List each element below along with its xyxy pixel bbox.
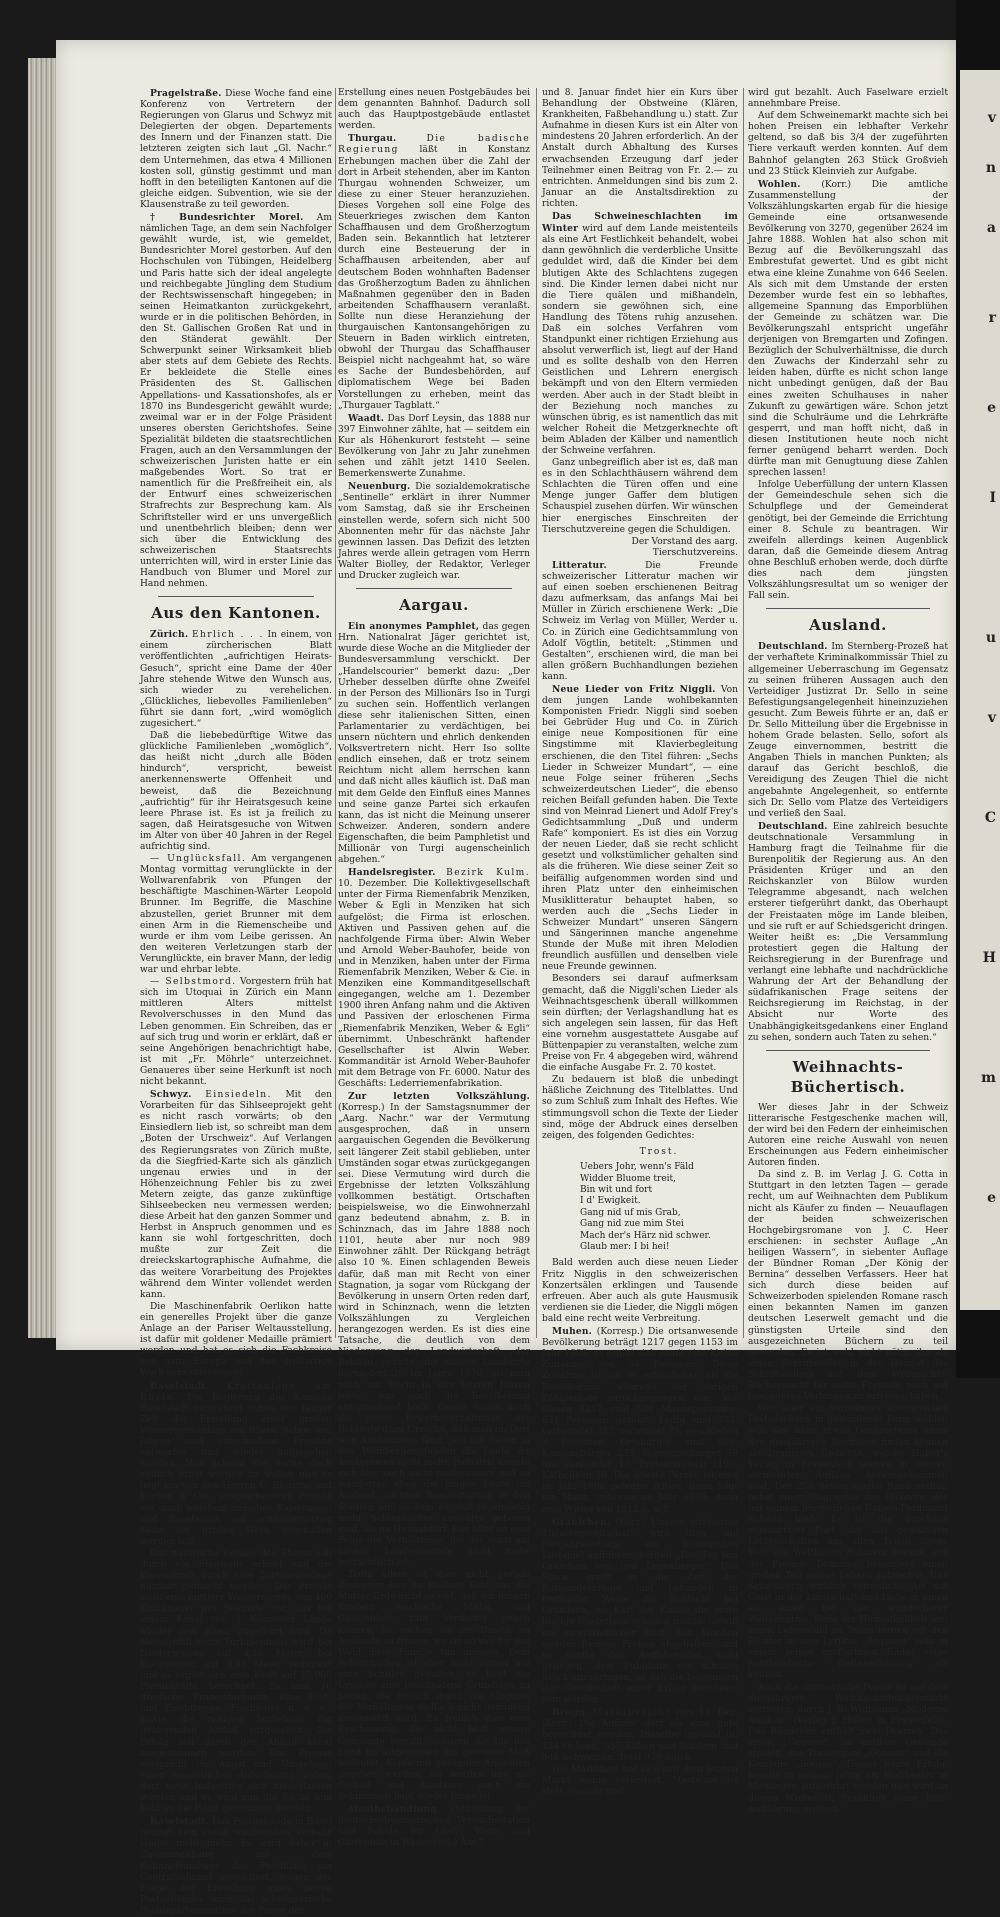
article-keyword: Zürich. bbox=[150, 629, 189, 641]
adjacent-page-char: H bbox=[982, 950, 996, 966]
article-niggli bbox=[542, 684, 738, 973]
article-text: Auf dem Schweinemarkt machte sich bei hohen Preisen ein lebhafter Verkehr geltend, so daß bis 3/4 der zugeführten Tiere verkauft werden konnten. Auf dem Bahnhof gelangten 263 Stück Großvieh und 23 Stück Kleinvieh zur Aufgabe. bbox=[748, 111, 948, 177]
adjacent-page-strip bbox=[960, 70, 1000, 1310]
article-subhead: — Selbstmord. bbox=[150, 977, 237, 988]
article-text: Im Sternberg-Prozeß hat der verhaftete Kriminalkommissär Thiel zu allgemeiner Ueberraschung im Gegensatz zu seinen früheren Aussagen auch den Verteidiger Justizrat Dr. Sello in seine Befestigungsangelegenheit hineinzuziehen gesucht. Zum Beweis führte er an, daß er Dr. Sello Mitteilung über die Ergebnisse in hohem Grade belasten. Sello, sofort als Zeuge einvernommen, bestritt die Angaben Thiels in manchen Punkten; als darauf das Gericht beschloß, die Vereidigung des Zeugen Thiel die nicht angebahnte Angelegenheit, so entfernte sich Dr. Sello vom Platze des Verteidigers und verließ den Saal. bbox=[748, 642, 948, 819]
article-subhead: Bezirk Kulm. bbox=[446, 868, 530, 879]
article-subhead: Einsiedeln. bbox=[205, 1090, 272, 1101]
article-subhead: Kraftanlage am Rhein. bbox=[140, 1381, 332, 1403]
article-text: 10. Dezember. Die Kollektivgesellschaft unter der Firma Riemenfabrik Menziken, Weber & Egli in Menziken hat sich aufgelöst; die Firma ist erloschen. Aktiven und Passiven gehen auf die nachfolgende Firma über: Alwin Weber und Arnold Weber-Bauhofer, beide von und in Menziken, haben unter der Firma Riemenfabrik Menziken, Weber & Cie. in Menziken eine Kommanditgesellschaft eingegangen, welche am 1. Dezember 1900 ihren Anfang nahm und die Aktiven und Passiven der erloschenen Firma „Riemenfabrik Menziken, Weber & Egli“ übernimmt. Unbeschränkt haftender Gesellschafter ist Alwin Weber. Kommanditär ist Arnold Weber-Bauhofer mit dem Betrage von Fr. 6000. Natur des Geschäfts: Lederriemenfabrikation. bbox=[338, 879, 530, 1089]
article-wohlen bbox=[748, 179, 948, 480]
column-rule bbox=[743, 88, 744, 1338]
article-handelsregister bbox=[338, 867, 530, 1090]
article-text: vom 11. Dez. (Korr.) Die Auffuhr darf als eine gute bezeichnet werden. Dieselbe bestand in: 154 Ochsen, 357 Kühen und Rindern und 448 Schweinen. Total 939 Stück. bbox=[542, 1708, 738, 1763]
article-keyword: Zur letzten Volkszählung. bbox=[348, 1091, 530, 1103]
article-keyword: Baselstadt. bbox=[150, 1816, 210, 1828]
section-title-aargau: Aargau. bbox=[399, 596, 469, 615]
poem-line: I d' Ewigkeit. bbox=[580, 1196, 641, 1207]
column-2 bbox=[338, 88, 530, 1849]
article-text: Von dem jungen Lande wohlbekannten Komponisten Friedr. Niggli sind soeben bei Gebrüder Hug und Co. in Zürich einige neue Kompositionen für eine Singstimme mit Klavierbegleitung erschienen, die den Titel führen: „Sechs Lieder in Schweizer Mundart“, — eine neue Folge seiner früheren „Sechs schweizerdeutschen Lieder“, die ebenso reichen Beifall gefunden haben. Die Texte sind von Meinrad Lienert und Adolf Frey's Gedichtsammlung „Duß und underm Rafe“ komponiert. Es ist dies ein Vorzug der neuen Lieder, daß sie recht schlicht gesetzt und volkstümlicher gehalten sind als die früheren. Wie diese seiner Zeit so beifällig aufgenommen worden sind und ihren Platz unter den einheimischen Musiklitteratur behauptet haben, so werden auch die „Sechs Lieder in Schweizer Mundart“ unseren Sängern und Sängerinnen manche angenehme Stunde der Muße mit ihren Melodien freundlich ausfüllen und denselben viele neue Freunde gewinnen. bbox=[542, 684, 738, 973]
article-keyword: Mostbehandlung. bbox=[348, 1804, 441, 1816]
poem-line: Gang nid uf mis Grab, bbox=[580, 1207, 681, 1218]
poem-line: Uebers Johr, wenn's Fäld bbox=[580, 1162, 694, 1173]
section-divider bbox=[356, 588, 512, 589]
article-litteratur bbox=[542, 560, 738, 683]
article-text: Wer aber ein vornehmes litterarisches Festgeschenk in gebundener Form wählen will, der kann etwas Geeigneteres unter den diesjährigen Novitäten finden können als Dranmors Gedichte, welche Huber's Verlag in Frauenfeld soeben in vierter, vermehrter Auflage herausgekommen sind. Der 256 Seiten starke Band enthält nebst einer Biographie des Dichters, der mit seinem bürgerlichen Namen Ferdinand Schmid hieß. Es ist die durchaus eigenartiger Poet, der aus gewaltigen Leidenschaften aus allen Teilen dieser Welt die Weltlichen Schmerz heraus, aus der Fremde Dranmor besonders einen großen Teil seines Lebens zubrachte. Uns Schweizern wirklich erfreuliche Art mit Geist in der Landschaft und Liebe in einen als einen bei der wunderbarer Weltkenntnis, Reife der Heimatlichkeit und einen Lebensbild zu Teilen lernen wir den Dichter in dem Lyrikus „Requiem“ sehr in einem seiner großartigen Bilder seine pantheistische Weltanschauung als kennen. bbox=[748, 1404, 948, 1681]
article-text: Am vergangenen Montag vormittag verunglückte in der Wollwarenfabrik von Pfungen der beschäftigte Maschinen-Wärter Leopold Brunner. Im Begriffe, die Maschine abzustellen, geriet Brunner mit dem einen Arm in die Riemenscheibe und wurde er ihm vom Leibe gerissen. An den weiteren Verletzungen starb der Verunglückte, ein braver Mann, der ledig war und ehrbar lebte. bbox=[140, 854, 332, 976]
article-text: Besonders sei darauf aufmerksam gemacht, daß die Niggli'schen Lieder als Weihnachtsgeschenk überall willkommen sein dürften; der Verlagshandlung hat es sich angelegen sein lassen, für das Heft eine vornehm ausgestattete Ausgabe auf Büttenpapier zu veranstalten, welche zum Preise von Fr. 4 abgegeben wird, während die einfache Ausgabe Fr. 2. 70 kostet. bbox=[542, 974, 738, 1074]
article-text: Bald werden auch diese neuen Lieder Fritz Nigglis in den schweizerischen Konzertsälen erklingen und Tausende erfreuen. Aber auch als gute Hausmusik verdienen sie die Lieder, die Niggli mögen bald eine recht weite Verbreitung. bbox=[542, 1258, 738, 1324]
article-text: Die Maschinenfabrik Oerlikon hatte ein generelles Projekt über die ganze Anlage an der Pariser Weltausstellung, ist dafür mit goldener Medaille prämiert worden und hat es sich die Fachkreise von ganz Europa und das großartige Werk sehr interessiert. bbox=[140, 1301, 332, 1379]
column-rule bbox=[335, 88, 336, 1338]
article-keyword: Wohlen. bbox=[758, 178, 801, 190]
adjacent-page-char: e bbox=[987, 1190, 996, 1206]
article-text: Eine zahlreich besuchte deutschnationale Versammlung in Hamburg fragt die Teilnahme für die Burenpolitik der Regierung aus. An den Präsidenten Krüger und an den Reichskanzler von Bülow wurden Telegramme abgesandt, nach welchen ersterer tiefgerührt dankt, das Oberhaupt der Freistaaten möge im Lande bleiben, und sie ruft er auf Schiedsgericht dringen. Weiter heißt es: „Die Versammlung protestiert gegen die Haltung der Reichsregierung in der Burenfrage und verlangt eine lebhafte und nachdrückliche Wahrung der Art der Behandlung der südafrikanischen Frage seitens der Reichsregierung im Reichstag, in der Absicht nur Worte des Unabhängigkeitsgedankens einer England zu sehen, sondern auch Taten zu sehen.“ bbox=[748, 821, 948, 1043]
poem-title: Trost. bbox=[639, 1146, 679, 1157]
article-keyword: Das Schweineschlachten im Winter bbox=[542, 211, 738, 235]
column-rule bbox=[536, 88, 537, 1338]
article-keyword: † Bundesrichter Morel. bbox=[150, 212, 304, 224]
article-text: Die Regierung des Kantons Baselstadt projektiert schon seit langer Zeit die Erstellung einer großen Wasserwerkanlage am Rhein. Schon seit Jahren sind verschiedene Projekte entworfen und wieder aufgegeben worden. Nun scheint die Sache doch endlich ernst werden zu wollen und es liegt ein von den Herren C. Bicarino und Locher & Cie. ausgearbeitetes Projekt vor, nach welchem zwischen Kaiseraugst und Baselaugst auf schweizerischer Seite ein großes Werk geschaffen werden soll. bbox=[140, 1392, 332, 1547]
article-text: Da sind z. B. im Verlag J. G. Cotta in Stuttgart in den letzten Tagen — gerade recht, um auf Weihnachten dem Publikum nicht als Käufer zu finden — Neuauflagen der beiden schweizerischen Hochgebirgsromane von J. C. Heer erschienen: in sechster Auflage „An heiligen Wassern“, in siebenter Auflage der Bündner Roman „Der König der Bernina“ desselben Verfassers. Heer hat sich durch diese beiden auf Schweizerboden spielenden Romane rasch einen bekannten Namen im ganzen deutschen Leserwelt gemacht und die günstigsten Urteile sind den ausgezeichneten Büchern zu teil geworden. Es ist wohl nicht nötig, ihn als einen Schriftsteller in der Heimat des Schriftstellers auf dem Weihnachts-Büchermarkt für seine Freunde noch auf besonderes Verlangen zu erfreuen haben. bbox=[748, 1170, 948, 1403]
article-deutschland-sternberg bbox=[748, 641, 948, 820]
article-keyword: Baselstadt. bbox=[150, 1380, 210, 1392]
adjacent-page-char: v bbox=[987, 110, 996, 126]
section-title-ausland: Ausland. bbox=[809, 616, 887, 635]
article-schwyz bbox=[140, 1089, 332, 1301]
article-text: In einem, von einem zürcherischen Blatt veröffentlichten „aufrichtigen Heirats-Gesuch“, spricht eine Dame der 40er Jahre stehende Witwe den Wunsch aus, sich wieder zu verehelichen. „Glückliches, liebevolles Familienleben“ führt sie dann fort, „wird womöglich zugesichert.“ bbox=[140, 630, 332, 729]
article-text: Zu bedauern ist bloß die unbedingt häßliche Zeichnung des Titelblattes. Und so zum Schluß zum Inhalt des Heftes. Wie stimmungsvoll schon die Texte der Lieder sind, möge der Abdruck eines derselben zeigen, des folgenden Gedichtes: bbox=[542, 1075, 738, 1141]
article-keyword: Pragelstraße. bbox=[150, 88, 222, 99]
article-baselstadt-post bbox=[140, 1816, 332, 1917]
article-text: (Korr.) Die amtliche Zusammenstellung der Volkszählungskarten ergab für die hiesige Gemeinde eine ortsanwesende Bevölkerung von 3270, gegenüber 2624 im Jahre 1888. Wohlen hat also schon mit Bezug auf die Bevölkerungszahl das Embrestufat gewertet. Und es gibt nicht etwa eine kleine Zunahme von 646 Seelen. Als sich mit dem Umstande der ersten Dezember wurde fest ein so lebhaftes, allgemeine Spannung das Emporblühen der Gemeinde zu schätzen war. Die Bevölkerungszahl entspricht ungefähr derjenigen von Bremgarten und Zofingen. Bezüglich der Schulverhältnisse, die durch den Zuwachs der Kinderzahl sehr zu leiden haben, dürfte es nicht schon lange nicht unbedingt genügen, daß der Bau eines zweiten Schulhauses in naher Zukunft zu gewärtigen wäre. Schon jetzt sind die Schulräume und die Lehrkräfte gesperrt, und man hofft nicht, daß in diesen Institutionen heute noch nicht ferner genügend beharrt werden. Doch dürfte man mit Genugtuung diese Zahlen sprechen lassen! bbox=[748, 179, 948, 479]
article-zuerich bbox=[140, 629, 332, 730]
article-keyword: Waadt. bbox=[348, 412, 385, 424]
section-divider bbox=[158, 596, 314, 597]
article-waadt bbox=[338, 413, 530, 481]
article-text: Die sozialdemokratische „Sentinelle“ erklärt in ihrer Nummer vom Samstag, daß sie ihr Erscheinen einstellen werde, sofern sich nicht 500 Abonnenten mehr für das nächste Jahr gewinnen lassen. Das Defizit des letzten Jahres werde allein getragen vom Herrn Walter Biolley, der Redaktor, Verleger und Drucker zugleich war. bbox=[338, 482, 530, 582]
poem-trost bbox=[580, 1147, 738, 1254]
article-subhead: Die badische Regierung bbox=[338, 134, 530, 156]
adjacent-page-char: n bbox=[985, 160, 996, 176]
article-text: (Mitteilung der deutschschweizerischen Versuchsstation und Schule für Obst-, Wein- und Gartenbau in Wädenswil.) Am 7. bbox=[338, 1805, 530, 1849]
section-divider bbox=[766, 1050, 930, 1051]
article-text: Trotz allem ist dies nicht gerade deswegen hier zu bleiben: Gibt uns die Mutter Erde nicht so viel, daß wir unsern Kindern reichliche Mittel und Gelegenheit zum Verdienst geben können, so suchen sie ihr Dasein im Auslande zu fristen, wo sie so viel für das Wohl ihrer Familie tun müssen. Dem Schinznacher ist aber nicht immer auf gute Schulen gehalten, so liegt die Ursache eine bescheidene Grundlage zu bieten, die freilich durch die Ungunst der Verhältnisse vielfach nicht genügend ausgenützt wird. Es freilich dies eine Erscheinung, die nicht bloß unsere Gemeinde betrifft, sondern die für das Land im allgemeinen ein gewisses Maß bedeutet. Köpfe mit gesunden Ansichten gegeben werden, sie werden uns mit Geduld und Ausdauer auch die Schinznach bald wieder lange ist. bbox=[338, 1570, 530, 1802]
article-graenichen bbox=[542, 1517, 738, 1707]
article-selbstmord bbox=[140, 977, 332, 1088]
article-ungluecksfall bbox=[140, 854, 332, 976]
article-keyword: Neue Lieder von Fritz Niggli. bbox=[552, 683, 716, 695]
article-keyword: Ein anonymes Pamphlet, bbox=[348, 621, 480, 633]
article-text: Wer dieses Jahr in der Schweiz litterarische Festgeschenke machen will, der wird bei den Federn der einheimischen Autoren eine reiche Auswahl von neuen Erscheinungen aus Federn einheimischer Autoren finden. bbox=[748, 1102, 948, 1169]
article-keyword: Muhen. bbox=[552, 1326, 593, 1338]
article-text: Vorgestern früh hat sich im Utoquai in Zürich ein Mann mittleren Alters mittelst Revolverschusses in den Mund das Leben genommen. Ein Schreiben, das er auf sich trug und worin er erklärt, daß er seine Angehörigen benachrichtigt habe, ist mit „Fr. Möhrle“ unterzeichnet. Genaueres über seine Herkunft ist noch nicht bekannt. bbox=[140, 977, 332, 1087]
article-keyword: Litteratur. bbox=[552, 559, 607, 571]
adjacent-page-char: e bbox=[987, 400, 996, 416]
article-text: wird gut bezahlt. Auch Faselware erzielt annehmbare Preise. bbox=[748, 88, 948, 110]
article-subhead: Ehrlich . . . bbox=[191, 630, 264, 641]
column-3 bbox=[542, 88, 738, 1797]
column-4 bbox=[748, 88, 948, 1815]
article-thurgau bbox=[338, 133, 530, 411]
article-text: läßt in Konstanz Erhebungen machen über die Zahl der dort in Arbeit stehenden, aber im Kanton Thurgau wohnenden Schweizer, um diese zu einer Steuer heranzuziehen. Dieses Vorgehen soll eine Folge des Steuerkrieges zwischen dem Kanton Schaffhausen und dem Großherzogtum Baden sein. Bekanntlich hat letzterer durch eine Besteuerung der in Schaffhausen arbeitenden, aber auf deutschem Boden wohnhaften Badenser das Großherzogtum Baden zu ähnlichen Maßnahmen gegenüber den in Baden arbeitenden Schaffhausern veranlaßt. Sollte nun diese Heranziehung der thurgauischen Kantonsangehörigen zu Steuern in Baden wirklich eintreten, obwohl der Thurgau das Schaffhauser Beispiel nicht nachgeahmt hat, so wäre es Sache der Bundesbehörden, auf diplomatischem Wege bei Baden Vorstellungen zu erheben, meint das „Thurgauer Tagblatt.“ bbox=[338, 145, 530, 411]
poem-line: Mach der's Härz nid schwer. bbox=[580, 1230, 711, 1241]
article-muhen bbox=[542, 1326, 738, 1516]
article-schweineschlachten bbox=[542, 211, 738, 457]
article-keyword: Gränichen. bbox=[552, 1516, 611, 1528]
adjacent-page-char: I bbox=[989, 490, 996, 506]
article-text: Das Dorf Leysin, das 1888 nur 397 Einwohner zählte, hat — seitdem ein Kur als Höhenkurort feststeht — seine Bevölkerung von Jahr zu Jahr zunehmen sehen und zählt jetzt 1410 Seelen. Bemerkenswerte Zunahme. bbox=[338, 413, 530, 480]
article-text: Auch die dramatische Poesie ist auf dem diesjährigen Weihnachtsbüchermarkt vertreten, durch J. B. Widmanns „Moderne Antiken“ (Verlag J. Huber in Frauenfeld). Das Bändchen enthält zwei Dramen. Das erste, „Oenone“, im antiken Gewande spielen, das Trauerspiel „Oenone“ und die Komödie „Bousas“. Dieser letzte Erfolg, bereits in seinem Jahre am Hoftheater in Meiningen aufgeführt worden und wird im diesen Winter in Frankfurt seine Erst-Aufführung erleben. bbox=[748, 1682, 948, 1815]
adjacent-page-char: m bbox=[981, 1070, 996, 1086]
article-text: Erstellung eines neuen Postgebäudes bei dem genannten Bahnhof. Dadurch soll auch das Hauptpostgebäude entlastet werden. bbox=[338, 88, 530, 132]
article-baselstadt-kraftanlage bbox=[140, 1381, 332, 1548]
article-text: Die Freunde schweizerischer Litteratur machen wir auf einen soeben erschienenen Beitrag dazu aufmerksam, das anfangs Mai bei Müller in Zürich erschienene Werk: „Die Schweiz im Verlag von Müller, Werder u. Co. in Zürich eine Gedichtsammlung von Adolf Vögtlin, betitelt: „Stimmen und Gestalten“, erschienen wird, die man bei allen größern Buchhandlungen beziehen kann. bbox=[542, 560, 738, 682]
article-pamphlet bbox=[338, 621, 530, 866]
poem-line: Widder Bluome treit, bbox=[580, 1173, 677, 1184]
article-text: Das Postgebäude in Basel genügt dem stetig wachsenden Verkehr längst nicht mehr. Es wird daher in Zusammenhang mit dem Bahnhofsumbaus das Postfiliale am Centralbahnhof projektiert, wegen der Frage der Erstellung eines neuen Postgebäudes wird das schweizerische Postdepartement mit der Frage der bbox=[140, 1817, 332, 1916]
article-text: Am nämlichen Tage, an dem sein Nachfolger gewählt wurde, ist, wie gemeldet, Bundesrichter Morel gestorben. Auf den Hochschulen von Tübingen, Heidelberg und Paris hatte sich der ideal angelegte und reichbegabte Jüngling dem Studium der Rechtswissenschaft hingegeben; in seinen Heimatkanton zurückgekehrt, wurde er in die politischen Behörden, in den St. Gallischen Großen Rat und in den Ständerat gewählt. Der Schwerpunkt seiner Wirksamkeit blieb aber stets auf dem Gebiete des Rechts. Er bekleidete die Stelle eines Präsidenten des St. Gallischen Appellations- und Kassationshofes, als er 1870 ins Bundesgericht gewählt wurde; zweimal war er in der Folge Präsident unseres obersten Gerichtshofes. Seine Spezialität bildeten die staatsrechtlichen Fragen, auch an den Versammlungen der schweizerischen Juristen hatte er ein maßgebendes Wort. So trat er namentlich für die Preßfreiheit ein, als der Entwurf eines schweizerischen Strafrechts zur Besprechung kam. Als Schriftsteller wird er uns unvergeßlich und unentbehrlich bleiben; denn wer sich über die Entwicklung des schweizerischen Staatsrechts unterrichten will, wird in erster Linie das Handbuch von Blumer und Morel zur Hand nehmen. bbox=[140, 213, 332, 590]
article-keyword: Schwyz. bbox=[150, 1089, 192, 1101]
article-keyword: Deutschland. bbox=[758, 820, 828, 832]
adjacent-page-char: C bbox=[984, 810, 996, 826]
adjacent-page-char: u bbox=[985, 630, 996, 646]
article-pragelstrasse bbox=[140, 88, 332, 211]
article-keyword: Handelsregister. bbox=[348, 867, 436, 879]
article-text: das gegen Hrn. Nationalrat Jäger gerichtet ist, wurde diese Woche an die Mitglieder der Bundesversammlung verschickt. Der „Handelscourier“ bemerkt dazu: „Der Urheber desselben dürfte ohne Zweifel in der Person des Millionärs Iso in Turgi zu suchen sein. Hoffentlich verlangen diese sehr italienischen Sitten, einen Parlamentarier zu verdächtigen, bei unsern nüchtern und ehrlich denkenden Volksvertretern nicht. Herr Iso sollte endlich einsehen, daß er trotz seinem Reichtum nicht allem herrschen kann und daß nicht alles käuflich ist. Daß man mit dem Gelde den Einfluß eines Mannes und seine ganze Partei sich erkaufen kann, das ist nicht die Meinung unserer Schweizer. Anderen, sondern andere Eigenschaften, die beim Pamphletist und Millionär von Turgi augenscheinlich abgehen.“ bbox=[338, 622, 530, 866]
section-title-buechertisch: Weihnachts-Büchertisch. bbox=[790, 1057, 906, 1096]
article-subhead: Marktbericht bbox=[592, 1708, 671, 1719]
poem-line: Gang nid zue mim Stei bbox=[580, 1219, 684, 1230]
adjacent-page-char: a bbox=[986, 220, 996, 236]
article-text: Daß die liebebedürftige Witwe das glückliche Familienleben „womöglich“, das heißt nicht „durch alle Böden hindurch“, verspricht, beweist anerkennenswerte Offenheit und beweist, daß die Bezeichnung „aufrichtig“ für ihr Heiratsgesuch keine leere Phrase ist. Es ist ja freilich zu sagen, daß Heiratsgesuche von Witwen im Alter von über 40 Jahren in der Regel aufrichtig sind. bbox=[140, 731, 332, 852]
article-text: Diese Woche fand eine Konferenz von Vertretern der Regierungen von Glarus und Schwyz mit Delegierten der obgen. Departements des Innern und der Finanzen statt. Die letzteren zeigten sich laut „Gl. Nachr.“ dem Unternehmen, das etwa 4 Millionen kosten soll, günstig gestimmt und man hofft in den beteiligten Kantonen auf die gleiche eidgen. Subvention, wie sie der Klausenstraße zu teil geworden. bbox=[140, 89, 332, 210]
section-divider bbox=[766, 608, 930, 609]
section-title-kantonen: Aus den Kantonen. bbox=[151, 604, 321, 623]
article-keyword: Deutschland. bbox=[758, 641, 828, 653]
adjacent-page-char: r bbox=[988, 310, 996, 326]
article-text: wird auf dem Lande meistenteils als eine Art Festlichkeit behandelt, wobei dann gewöhnlich die verderbliche Unsitte geduldet wird, daß die Kinder bei dem blutigen Akte des Schlachtens zugegen sind. Die Kinder lernen dabei nicht nur die Tiere quälen und mißhandeln, sondern sie gewöhnen sich, eine Handlung des Tötens ruhig anzusehen. Daß ein solches Verfahren vom Standpunkt einer richtigen Erziehung aus absolut verwerflich ist, liegt auf der Hand und es sollte deshalb von den Herren Geistlichen und Lehrern energisch bekämpft und von den Eltern vermieden werden. Aber auch in der Stadt bleibt in der Beziehung noch manches zu wünschen übrig, es ist namentlich das mit welcher Roheit die Metzgerknechte oft beim Abladen der Kälber und namentlich der Schweine verfahren. bbox=[542, 224, 738, 456]
article-text: (Korr.) Unsere strebsame Theatergesellschaft wird über die Neujahrsfesttage ein historisches Lustspiel aufführen, betitelt „Der Tag von Grandson von Joel Lenenberger.“ Das Stück greift in die Zeit der Burgunderkriege und behandelt in treffender Weise die Schlacht bei Grandson, wo Karl der Kühne die erste blutige Niederlage erleiden mußte. Gewiß ein vaterländischer Stoff. Seit Wochen werden fleißige Proben abgehalten, und es dürfte den Aufführenden wohl gelingen, dem Publikum ein schönes Stück anzubringen, so daß die Leistungen der Gesellschaft einer Erfolg bescheert sein werden. bbox=[542, 1517, 738, 1706]
article-brugg bbox=[542, 1707, 738, 1763]
article-keyword: Thurgau. bbox=[348, 133, 397, 145]
adjacent-page-char: v bbox=[987, 710, 996, 726]
column-1 bbox=[140, 88, 332, 1916]
poem-line: Glaub mer: I bi hei! bbox=[580, 1242, 670, 1253]
article-keyword: Neuenburg. bbox=[348, 481, 411, 493]
poem-line: Bin wit und fort bbox=[580, 1185, 653, 1196]
article-subhead: — Unglücksfall. bbox=[150, 854, 247, 865]
article-text: (Korresp.) Die ortsanwesende Bevölkerung beträgt 1217 gegen 1153 im Jahr 1888, es ergibt sich somit eine kleine Zunahme von 64 Personen. Diese Zunahme ist um so erfreulicher, als die Bevölkerung während der vorigen Zählperiode zurückgegangen war. Vor diesen 1217 sind 586 Mannspersonen, 631 Personen gezählt. Ledig sind 783, verheiratet 357, verwitwet 75, geschieden 3 Personen. Ortsbürger sind 886, Kantonsbürger 233, Schweizerbürger 79 und Ausländer 19. Protestantisch 1199, Katholiken 18. Die älteste Person ist eine im Jahr 1808 geborne Witwe, dann folgt ein Mann, geboren im Jahr 1809, dann eine Witwe von 1812 u. s. f. bbox=[542, 1327, 738, 1515]
article-morel bbox=[140, 212, 332, 590]
article-text: Die Marktlage hat sich seit dem letzten Markt wenig verändert. Mastware ist stets gesucht und bbox=[542, 1764, 738, 1797]
article-mostbehandlung bbox=[338, 1804, 530, 1849]
article-text: Infolge Ueberfüllung der untern Klassen der Gemeindeschule sehen sich die Schulpflege und der Gemeinderat genötigt, bei der Gemeinde die Errichtung einer 8. Schule zu beantragen. Wir zweifeln allerdings keinen Augenblick daran, daß die Gemeinde diesem Antrag ohne Beschluß erhoben werde, doch dürfte dies nach dem jüngsten Volkszählungsresultat um so weniger der Fall sein. bbox=[748, 480, 948, 602]
article-signature: Der Vorstand des aarg. Tierschutzvereins. bbox=[631, 536, 738, 558]
article-volkszaehlung bbox=[338, 1091, 530, 1569]
article-neuenburg bbox=[338, 481, 530, 582]
article-text: (Korresp.) In der Samstagsnummer der „Aarg. Nachr.“ war der Vermutung ausgesprochen, daß in unsern aargauischen Gegenden die Bevölkerung seit längerer Zeit stabil geblieben, unter Umständen sogar etwas zurückgegangen sei. Diese Vermutung wird durch die Ergebnisse der letzten Volkszählung vollkommen bestätigt. Ortschaften beispielsweise, wo die Einwohnerzahl ganz bedeutend abnahm, z. B. in Schinznach, das im Jahre 1888 noch 1101, heute aber nur noch 989 Einwohner zählt. Der Rückgang beträgt also 10 %. Einen schlagenden Beweis dafür, daß man mit Recht von einer Stagnation, ja sogar vom Rückgang der Bevölkerung in unsern Orten reden darf, wird in Schinznach, wenn die letzten Volkszählungen zu Vergleichen herangezogen werden. Es ist dies eine Tatsache, die deutlich von dem Niedergang der Landwirtschaft, der Rebbau, spricht, die unsere Landwirte darniederhält. Im Jahre 1870, als man noch mit Recht in den letzten Jahren lebte, war noch die Bevölkerung entsprechend hoch. Gewiß waren auch die guten Erwerbsverhältnisse der Rebleute dazu Ursache, daß man im Dorf sein Auskommen fand. Seit die Reben in den Weinbergen fanden die Leute ihr Auskommen nicht mehr, Industrie konnte sich hier noch nicht niederlassen und so wanderten eben die jungen Leute ins Ausland, suchten Beschäftigung in den Städten und so kam es, daß regelmäßig mehr Schinznacher auswärts geboren sind, als im Heimatdorf. Das alles ist eine Folge der Verhältnisse, die der Staat auf unsere Landgemeinde nicht mehr betrachtlich ist. bbox=[338, 1103, 530, 1568]
article-text: Ganz unbegreiflich aber ist es, daß man es in den Schlachthäusern während dem Schlachten die Türen offen und eine Menge junger Gaffer dem blutigen Schauspiel zusehen dürfen. Wir wünschen hier energisches Einschreiten der Tierschutzvereine gegen die Schuldigen. bbox=[542, 458, 738, 535]
article-deutschland-buren bbox=[748, 821, 948, 1044]
article-text: und 8. Januar findet hier ein Kurs über Behandlung der Obstweine (Klären, Krankheiten, Faßbehandlung u.) statt. Zur Aufnahme in diesen Kurs ist ein Alter von mindestens 20 Jahren erforderlich. An der Anstalt durch Abhaltung des Kurses erwachsenden Erzeugung darf jeder Teilnehmer einen Beitrag von Fr. 2.— zu entrichten. Anmeldungen sind bis zum 2. Januar an die Anstaltsdirektion zu richten. bbox=[542, 88, 738, 209]
article-text: Mit den Vorarbeiten für das Sihlseeprojekt geht es nicht rasch vorwärts; ob den Einsiedlern lieb ist, so schreibt man dem „Boten der Urschweiz“. Auf Verlangen des Regierungsrates von Zürich mußte, da die Siegfried-Karte sich als gänzlich ungenau erwies und in der Höhenzeichnung Fehler bis zu zwei Metern zeigte, das ganze zukünftige Sihlseebecken neu vermessen werden; diese Arbeit hat den ganzen Sommer und Herbst in Anspruch genommen und es kann sie wohl fortgeschritten, doch mußte zur Zeit die dreieckskartographische Aufnahme, die das weitere Vorarbeitung des Projektes während dem Winter vollendet werden kann. bbox=[140, 1090, 332, 1300]
article-text: Das natürliche Gefälle des Rheins soll durch ein Stauwehr erhöht und die Wasserkraft durch eine Turbinenanlage nutzbar gemacht werden. Das Projekt sieht eine mittlere Wassermenge von 400 Kubikmeter pro Sekunde vor, das bei einem Kanal von 1 Kilometer Länge wieder dem Rhein zugeführt wird. Da Nettogefäll beim Turbinenhaus wird bei Niederwasser auf 4,16 Meter, bei Hochwasser auf 3,48 Meter reduziert und es ergibt sich eine Kraft auf 17,000 Pferdekräfte berechnet. Es sind 16 dreifache Francisturbinen, eine Floß- und Fischtreppe, Fischleiter u. s. w., sowie die nötigen Vorkehren für genügenden Abfluß vorgesehen. Die Erfolg soll durch den Ablauf kanal ausgenommen werden. Das Projekt verspricht für Augst und Umgebung einen wesentlichen Aufschwung, indem dort neue Industrien sich niederlassen würden und es wird nun die Sache nun bald an die Hand genommen werden. bbox=[140, 1548, 332, 1815]
article-keyword: Brugg. bbox=[552, 1707, 589, 1719]
